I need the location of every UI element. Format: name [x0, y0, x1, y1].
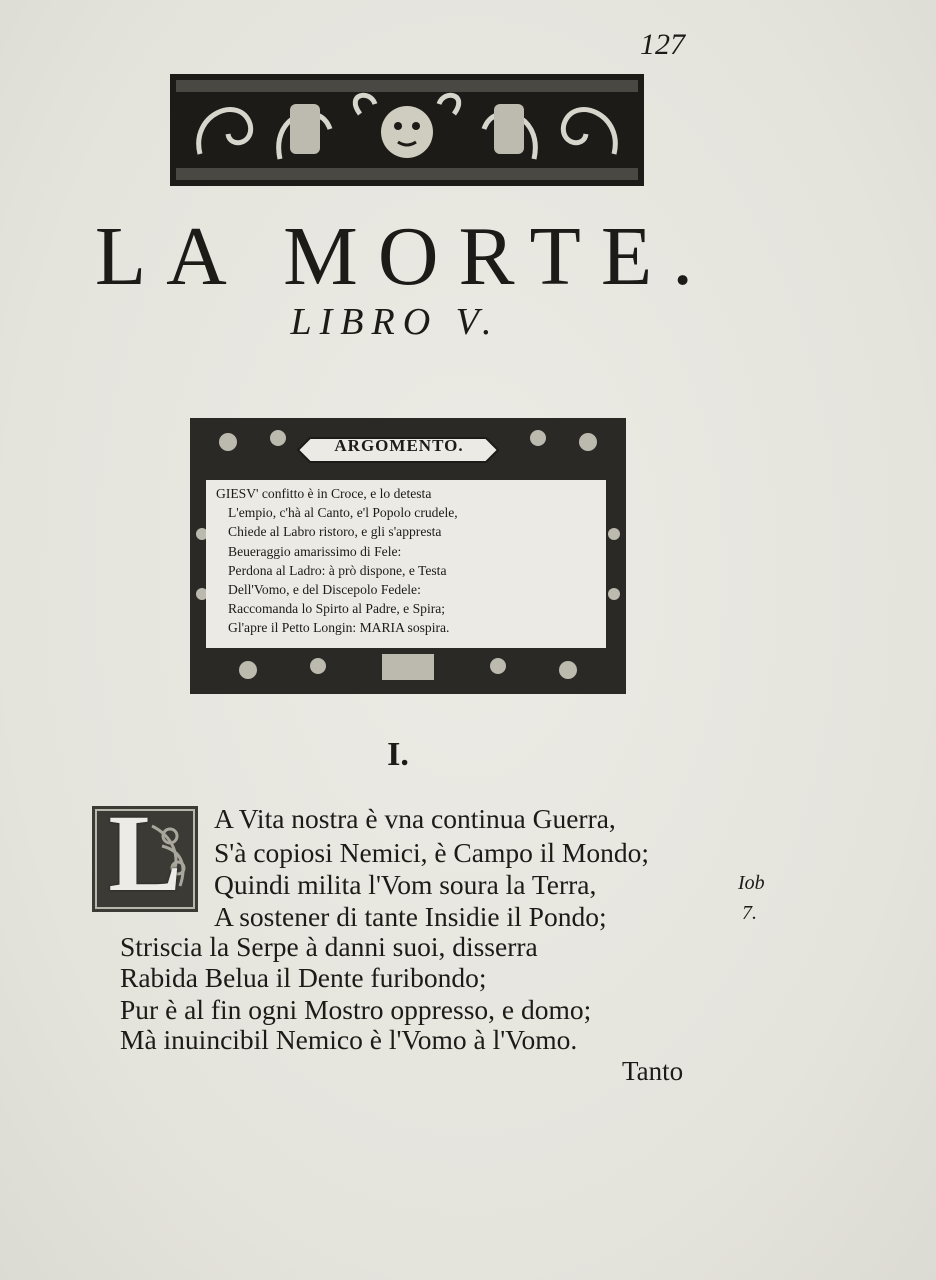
initial-letter: L [108, 792, 182, 914]
headpiece-ornament-icon [170, 74, 644, 186]
argument-text [216, 484, 596, 638]
argument-box [188, 414, 628, 698]
margin-note-chapter: 7. [742, 902, 757, 924]
argument-line: L'empio, c'hà al Canto, e'l Popolo crudele, [228, 505, 458, 521]
verse-line: A Vita nostra è vna continua Guerra, [214, 803, 616, 834]
verse-line: Rabida Belua il Dente furibondo; [120, 962, 487, 993]
verse-line: A sostener di tante Insidie il Pondo; [214, 901, 607, 932]
argument-line: Dell'Vomo, e del Discepolo Fedele: [228, 582, 421, 598]
argument-line: Chiede al Labro ristoro, e gli s'appresta [228, 524, 442, 540]
margin-note-book: Iob [738, 872, 765, 894]
argument-line: Perdona al Ladro: à prò dispone, e Testa [228, 562, 447, 578]
argument-line: Raccomanda lo Spirto al Padre, e Spira; [228, 601, 446, 617]
historiated-initial-icon [92, 792, 198, 914]
verse-line: Mà inuincibil Nemico è l'Vomo à l'Vomo. [120, 1024, 578, 1055]
argument-label: ARGOMENTO. [334, 436, 464, 455]
verse-line: Quindi milita l'Vom soura la Terra, [214, 869, 597, 900]
verse-line: Striscia la Serpe à danni suoi, disserra [120, 931, 538, 962]
stanza-number: I. [387, 736, 409, 773]
argument-line: GIESV' confitto è in Croce, e lo detesta [216, 486, 432, 501]
chapter-title: LA MORTE. [94, 210, 714, 303]
verse-line: Pur è al fin ogni Mostro oppresso, e domo; [120, 994, 592, 1025]
argument-line: Gl'apre il Petto Longin: MARIA sospira. [228, 620, 450, 636]
page-number: 127 [640, 28, 685, 61]
argument-line: Beueraggio amarissimo di Fele: [228, 543, 402, 559]
verse-line: S'à copiosi Nemici, è Campo il Mondo; [214, 837, 649, 868]
catchword: Tanto [622, 1056, 684, 1086]
book-subtitle: LIBRO V. [290, 301, 500, 343]
